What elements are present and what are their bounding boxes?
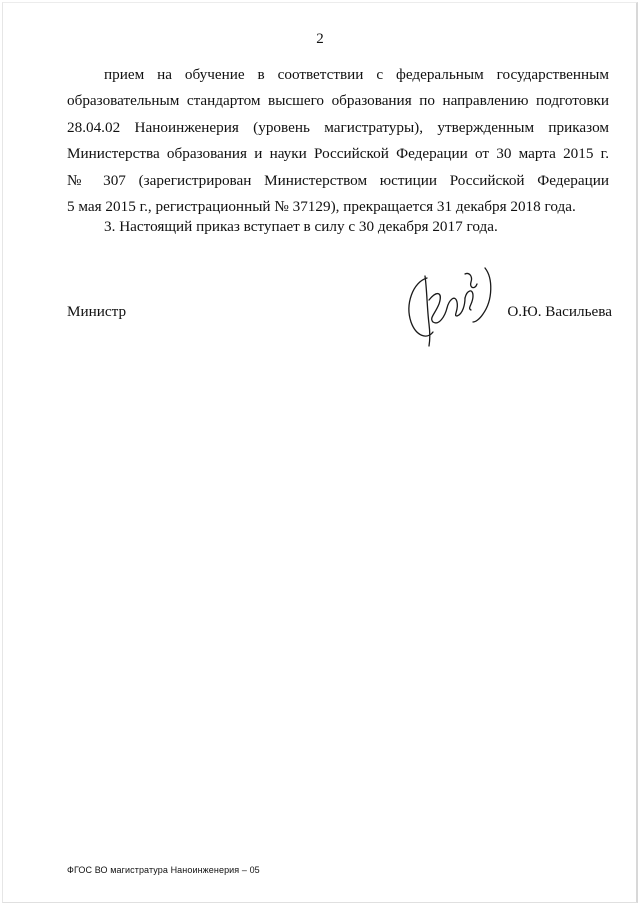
paragraph-effective-date (104, 214, 614, 240)
effective-date-text: 3. Настоящий приказ вступает в силу с 30 декабря 2017 года. (104, 218, 498, 235)
paragraph-line: образовательным стандартом высшего образования по направлению подготовки (67, 92, 609, 110)
paragraph-termination (67, 62, 609, 220)
paragraph-line: № 307 (зарегистрирован Министерством юстиции Российской Федерации (67, 171, 609, 189)
signatory-position: Министр (67, 303, 127, 320)
handwritten-signature (403, 260, 503, 360)
footer-document-code: ФГОС ВО магистратура Наноинженерия – 05 (67, 865, 260, 875)
page-number: 2 (316, 31, 324, 47)
paragraph-line: 5 мая 2015 г., регистрационный № 37129), прекращается 31 декабря 2018 года. (67, 197, 576, 215)
paragraph-line: 28.04.02 Наноинженерия (уровень магистратуры), утвержденным приказом (67, 118, 609, 136)
signatory-name: О.Ю. Васильева (507, 303, 612, 320)
paragraph-line: прием на обучение в соответствии с федеральным государственным (104, 66, 609, 83)
paragraph-line: Министерства образования и науки Российской Федерации от 30 марта 2015 г. (67, 145, 609, 163)
